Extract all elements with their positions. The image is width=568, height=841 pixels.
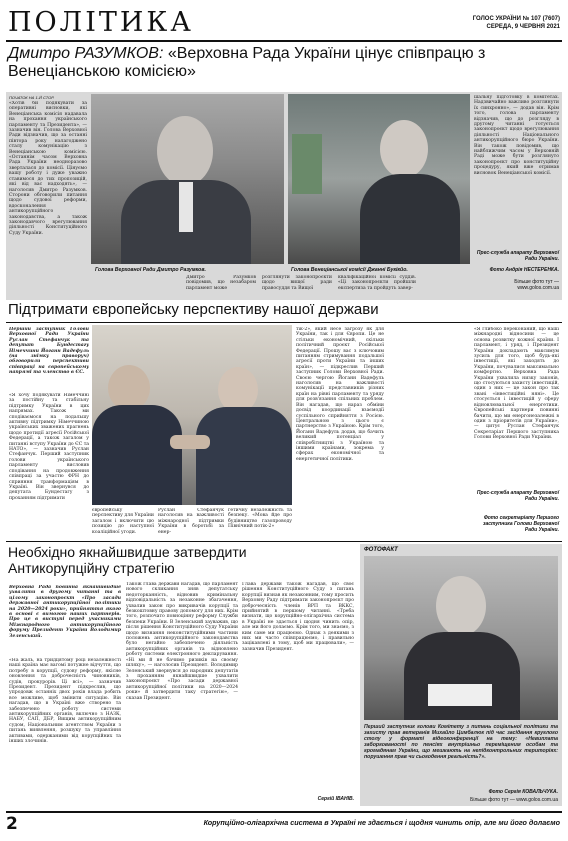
- article2-col1: «Я хочу подякувати Німеччині за постійну та стабільну підтримку України в цих напрямах. Також ми сподіваємося на подальшу активну підтримку Німеччиною українських зважених прагнень щодо протидії агресії Російської Федерації, а також загалом у питанні вступу України до ЄС та НАТО», — зазначив Руслан Стефанчук. Перший заступник голови українського парламенту висловив сподівання на продовження співпраці за участю ФРН до сприяння транформаціям в Україні. Він звернувся до депутата Бундестагу з проханням підтримати: [9, 393, 89, 501]
- masthead-rule: [6, 40, 562, 42]
- article2-credit-photo: Фото секретаріату Першого заступника Голови Верховної Ради України.: [482, 515, 559, 533]
- photofact-label: ФОТОФАКТ: [364, 547, 398, 553]
- article3-lead: Верховна Рада повинна якнайшвидше ухвалити в другому читанні та в цілому законопроєкт «Про засади державної антикорупційної політики на 2020—2024 роки», прийняття якого в основі є вимогою наших партнерів. Про це в виступі перед учасниками Міжнародного антикорупційного форуму Президент України Володимир Зеленський.: [9, 585, 121, 639]
- article1-col-right: шальну підготовку в комітетах. Надзвичайно важливо розглянути їх синхронно», — додав він. Крім того, голова парламенту відзначив, що до розгляду в другому читанні готується законопроєкт щодо врегулювання діяльності Національного антикорупційного бюро України. Він також повідомив, що найближчим часом у Верховній Раді може бути розглянуто законопроєкт про конституційну процедуру, який вже отримав висновок Венеціанської комісії.: [474, 95, 559, 176]
- stefanchuk-wadephul-photo: [92, 325, 292, 505]
- article2-credit-press: Прес-служба апарату Верховної Ради України.: [476, 490, 559, 502]
- article3-headline: Необхідно якнайшвидше затвердити Антикорупційну стратегію: [8, 544, 247, 576]
- article1-credit-photo: Фото Андрія НЕСТЕРЕНКА.: [489, 267, 559, 273]
- article3-col1: «На жаль, на тридцятому році незалежності наші країна має вагомі потужне відчуття, що потребу в корупції, судову реформу, якісне оновлення та доброчесність чиновників, судів, прокурорів. Ці всі», — зазначив Президент. Президент підкреслив, що упродовж останніх двох років влада робить все можливе, щоб змінити ситуацію. Він нагадав, що в Україні вже створено та забезпечено роботу системи антикорупційних органів, включно з НАЗК, НАБУ, САП, ДБР, Вищим антикорупційним судом, Національним агентством України з питань виявлення, розшуку та управління активами, одержаними від корупційних та інших злочинів.: [9, 658, 121, 745]
- photofact-caption: Перший заступник голови Комітету з питань соціальної політики та захисту прав ветеранів Михайло Цимбалюк під час засідання круглого столу у форматі відеоконференції на тему: «Невиплата заборгованості по пенсіях внутрішньо переміщеним особам та громадянам України, що мешкають на непідконтрольних територіях: порушення прав чи сьогодення реальність?».: [364, 724, 558, 760]
- article1-more-link[interactable]: Більше фото тут — www.golos.com.ua: [514, 279, 559, 291]
- article2-col3: тік-2», який несе загрозу як для України, так і для Європи. Це не стільки економічний, скільки політичний проєкт Російської Федерації. Прошу вас з ключовим питанням стримування подальшої агресії проти України та інших країн», — підкреслив Перший заступник Голови Верховної Ради. Своєю чергою Йоганн Вадефуль наголосив на важливості комунікації представників різних країн на рівні парламенту та уряду для розв'язання спільних проблем. Він нагадав, що нараз обміни досвід координації взаємодії суспільного сприйняття з Росією. Центральною з цього є партнерство з Україною. Крім того, Йоганн Вадефуль додав, що бачить великий потенціал у співробітництві з Україною та іншими країнами, зокрема у сферах економічної та енергетичної політики.: [296, 327, 384, 462]
- article3-signature: Сергій ІВАНІВ.: [317, 796, 354, 802]
- section-title: ПОЛІТИКА: [8, 7, 194, 38]
- article1-title: «Верховна Рада України цінує співпрацю з Венеціанською комісією»: [8, 45, 486, 80]
- razumkov-photo: [91, 94, 284, 264]
- article1-colmid0: [91, 275, 181, 299]
- article2-col3b: [388, 327, 470, 535]
- razumkov-caption: Голова Верховної Ради Дмитро Разумков.: [95, 267, 206, 273]
- article1-author: Дмитро РАЗУМКОВ:: [8, 45, 164, 62]
- issue-date: СЕРЕДА, 9 ЧЕРВНЯ 2021: [486, 24, 560, 30]
- masthead: [6, 6, 562, 46]
- tsymbaliuk-photo: [364, 556, 558, 720]
- article1-colmid2: розглянути законопроєкти щодо вищої ради правосуддя та Вищої: [262, 275, 332, 291]
- article1-kicker: ПОЧАТОК НА 1-Й СТОР.: [9, 95, 55, 100]
- article2-col4: «Я глибоко переконаний, що наші міжнародні відносини — це основа розвитку кожної країни. І парламент, і уряд, і Президент України докладають максимум зусиль для того, щоб будь-які інвестиції, які заходять до України, почувалися максимально комфортно. Верховна Рада України ухвалила низку законів, що стосуються захисту інвестицій, один з них — це закон про так звані «інвестиційні няні». Це стосується і інвестицій у сферу відновлювальної енергетики. Європейські партнери повинні бачити, що ми енергонезалежні в один з пріоритетів для України», — цитує Руслан Стефанчук Секретаріат Першого заступника Голови Верховної Ради України.: [474, 327, 559, 441]
- article2-colmid2: Руслан Стефанчук наголосив на важливості міжнародної підтримки України в боротьбі за енер-: [158, 508, 224, 535]
- article1-colmid3: кваліфікаційної комісії суддів. «Ці законопроєкти пройшли експертиза та пройдуть завер-: [338, 275, 416, 291]
- article1-colmid1: Дмитро Разумков повідомив, що незабаром парламент може: [186, 275, 256, 291]
- article3-col3: Глава держави також нагадав, що своє рішення Конституційного Суду з питань корупції визнав як незаконним, тому просить Верховну Раду підтримати законопроєкт про доброчесність членів ВРП та ВККС, прийнятий в першому читанні. «Треба визнати, що корупційно-олігархічна система в Україні не здається і щодня чинить опір, але ми його долаємо. Крім того, ми знаємо, з ким саме ми працюємо. Однак з деякими з них ми часто співпрацюємо, і правильно зацікавлені в тому, щоб ми працювали», — зазначив Президент.: [242, 582, 354, 652]
- article3-col2: Також глава держави нагадав, що парламент нового скликання зняв депутатську недоторканність, відновив кримінальну відповідальність за незаконне збагачення, ухвалив закон про викривачів корупції та безкоштовну правову допомогу для них. Крім того, розпочато повноцінну реформу Служби безпеки України. В Зеленський зауважив, що після рішення Конституційного Суду України щодо визнання неконституційними частини положень антикорупційного законодавства було негайно забезпечено діяльність антикорупційних органів та відновлено роботу системи електронного декларування. «Ні ми й не бачимо ризиків на своєму шляху», — наголосив Президент. Володимир Зеленський звернувся до народних депутатів з проханням якнайшвидше ухвалити законопроєкт «Про засади державної антикорупційної політики на 2020—2024 роки» й затвердити таку стратегію», — сказав Президент.: [126, 582, 238, 701]
- article2-rule: [6, 322, 562, 323]
- article2-colmid1: європейську перспективу для України загалом і включити цю позицію до наступної коаліційної угоди.: [92, 508, 154, 535]
- issue-number: ГОЛОС УКРАЇНИ № 107 (7607): [472, 16, 560, 22]
- article1-credit-press: Прес-служба апарату Верховної Ради України.: [476, 250, 559, 262]
- article2-headline: Підтримати європейську перспективу нашої держави: [8, 301, 379, 318]
- article3-top-rule: [6, 541, 562, 542]
- photofact-credit: Фото Сергія КОВАЛЬЧУКА.: [488, 789, 558, 795]
- article2-lead: Перший заступник Голови Верховної Ради України Руслан Стефанчук та депутат Бундестагу Німеччини Йоганн Вадефуль (на знімку праворуч) обговорили перспективи співпраці на європейському напрямі та членство в ЄС.: [9, 327, 89, 376]
- article1-col1: «Хотів би подякувати за оперативні висновки, які Венеціанська комісія надавала на прохання українського парламенту та Президента», — зазначив він. Голова Верховної Ради відзначив, що за останні півтора року налагоджено сталу комунікацію з Венеціанською комісією. «Останнім часом Верховна Рада України неодноразово зверталася до комісії. Цінуємо вашу роботу і дуже уважно ставимося до тих пропозицій, які від вас надходять», — наголосив Дмитро Разумков. Сторони обговорили питання щодо судової реформи, вдосконалення антикорупційного законодавства, а також законодавчого врегулювання діяльності Конституційного Суду України.: [9, 101, 87, 236]
- article1-headline: [8, 45, 560, 81]
- page-number: 2: [6, 814, 18, 834]
- footer-quote: Корупційно-олігархічна система в Україні не здається і щодня чинить опір, але ми його долаємо: [203, 818, 560, 827]
- article2-colmid3: гетичну незалежність та безпеку. «Мова йде про будівництво газопроводу Північний потік-2»: [228, 508, 292, 530]
- buquicchio-photo: [288, 94, 470, 264]
- buquicchio-caption: Голова Венеціанської комісії Джанні Букікйо.: [291, 267, 408, 273]
- photofact-more-link[interactable]: Більше фото тут — www.golos.com.ua: [470, 797, 558, 803]
- footer-rule: [6, 811, 562, 813]
